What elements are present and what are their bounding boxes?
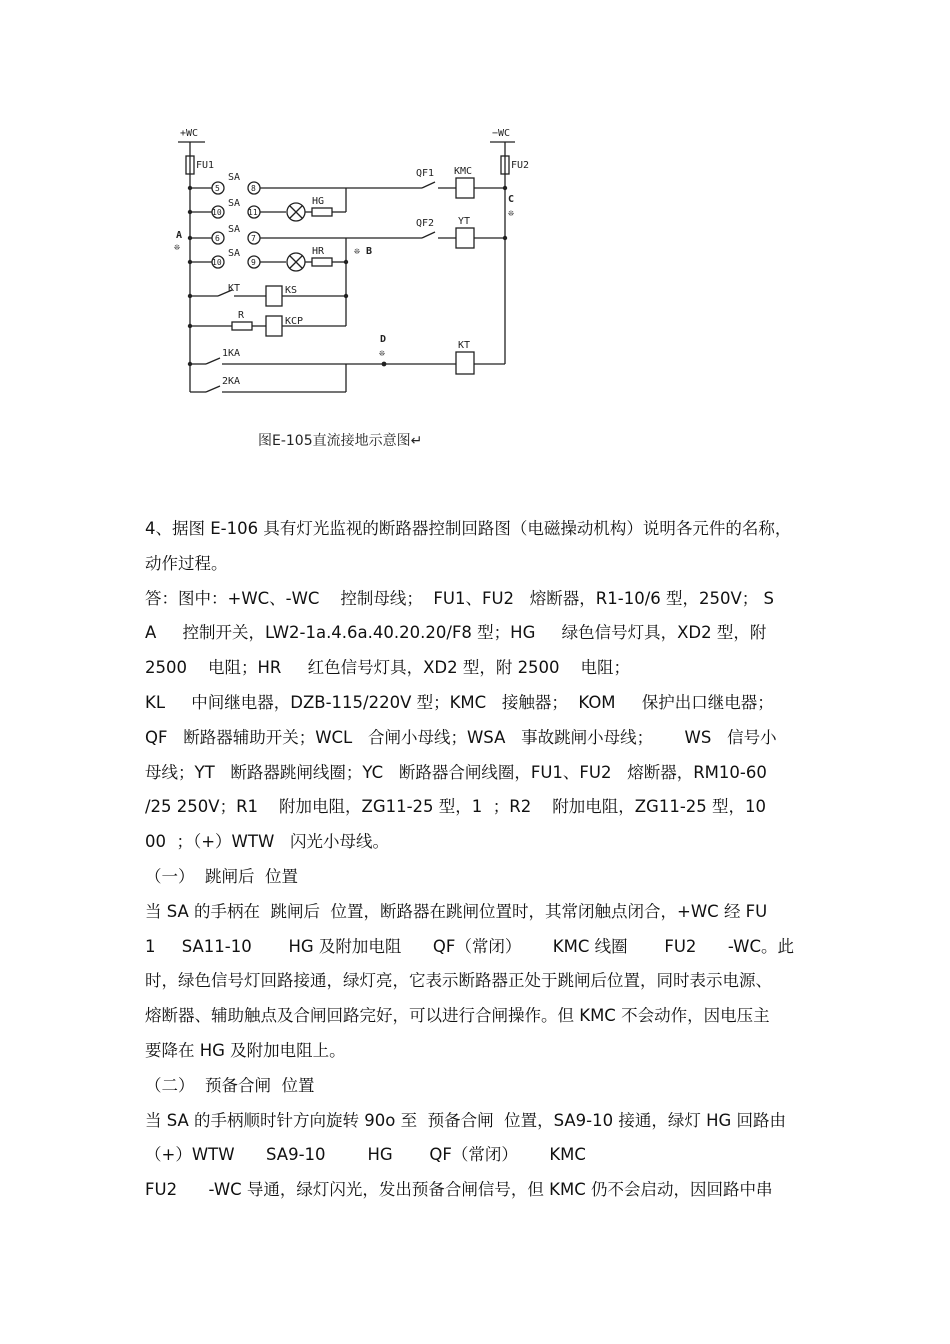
text-line: KL 中间继电器，DZB-115/220V 型；KMC 接触器； KOM 保护出口继电器； [145, 692, 774, 712]
sa-label: SA [228, 172, 241, 183]
ka1-label: 1KA [222, 348, 241, 359]
text-line: /25 250V；R1 附加电阻，ZG11-25 型，1 ；R2 附加电阻，ZG11-25 型，10 [145, 797, 767, 817]
text-line: QF 断路器辅助开关；WCL 合闸小母线；WSA 事故跳闸小母线； WS 信号小 [145, 727, 777, 747]
text-line: （+）WTW SA9-10 HG QF（常闭） KMC [145, 1145, 586, 1165]
ground-mark-c: ❊ [508, 208, 515, 219]
text-line: 答：图中：+WC、-WC 控制母线； FU1、FU2 熔断器，R1-10/6 型，250V； S [145, 588, 774, 608]
text-line: FU2 -WC 导通，绿灯闪光，发出预备合闸信号，但 KMC 仍不会启动，因回路中串 [145, 1180, 773, 1200]
neg-bus-label: −WC [492, 128, 511, 139]
ks-label: KS [285, 285, 298, 296]
text-line: A 控制开关，LW2-1a.4.6a.40.20.20/F8 型；HG 绿色信号灯具，XD2 型，附 [145, 623, 767, 643]
qf1-label: QF1 [416, 168, 435, 179]
contact-5: 5 [215, 184, 220, 193]
contact-7: 7 [251, 234, 256, 243]
ka2-label: 2KA [222, 376, 241, 387]
sa-label: SA [228, 248, 241, 259]
text-line: 当 SA 的手柄顺时针方向旋转 90o 至 预备合闸 位置，SA9-10 接通，绿灯 HG 回路由 [145, 1110, 787, 1130]
contact-8: 8 [251, 184, 256, 193]
yt-label: YT [458, 216, 471, 227]
contact-10b: 10 [212, 258, 222, 267]
figure-caption: 图E-105直流接地示意图↵ [258, 433, 423, 449]
ground-mark-b: ❊ [354, 246, 361, 257]
kmc-label: KMC [454, 166, 473, 177]
fu1-label: FU1 [196, 160, 215, 171]
sa-label: SA [228, 224, 241, 235]
text-line: 2500 电阻；HR 红色信号灯具，XD2 型，附 2500 电阻； [145, 658, 631, 678]
kt-contact-label: KT [228, 283, 241, 294]
text-line: 母线；YT 断路器跳闸线圈；YC 断路器合闸线圈，FU1、FU2 熔断器，RM10-60 [145, 762, 767, 782]
contact-10: 10 [212, 208, 222, 217]
text-line: 熔断器、辅助触点及合闸回路完好，可以进行合闸操作。但 KMC 不会动作，因电压主 [145, 1006, 770, 1026]
r-label: R [238, 310, 245, 321]
kt-coil-label: KT [458, 340, 471, 351]
text-line: 当 SA 的手柄在 跳闸后 位置，断路器在跳闸位置时，其常闭触点闭合，+WC 经 FU [145, 901, 768, 921]
circuit-diagram [160, 120, 540, 430]
contact-6: 6 [215, 234, 220, 243]
text-line: 动作过程。 [145, 553, 228, 573]
point-c-label: C [508, 194, 515, 205]
sa-label: SA [228, 198, 241, 209]
dc-grounding-schematic [160, 120, 540, 430]
hg-label: HG [312, 196, 325, 207]
text-line: 4、据图 E-106 具有灯光监视的断路器控制回路图（电磁操动机构）说明各元件的名称， [145, 519, 792, 538]
qf2-label: QF2 [416, 218, 435, 229]
hr-label: HR [312, 246, 325, 257]
ground-mark-a: ❊ [174, 242, 181, 253]
point-a-label: A [176, 230, 183, 241]
pos-bus-label: +WC [180, 128, 199, 139]
fu2-label: FU2 [511, 160, 530, 171]
body-text [145, 512, 817, 1208]
section-heading: （二） 预备合闸 位置 [145, 1075, 315, 1095]
point-d-label: D [380, 334, 387, 345]
point-b-label: B [366, 246, 373, 257]
section-heading: （一） 跳闸后 位置 [145, 866, 298, 886]
ground-mark-d: ❊ [379, 348, 386, 359]
text-line: 时，绿色信号灯回路接通，绿灯亮，它表示断路器正处于跳闸后位置，同时表示电源、 [145, 971, 772, 991]
contact-9: 9 [251, 258, 256, 267]
kcp-label: KCP [285, 316, 304, 327]
text-line: 00 ；（+）WTW 闪光小母线。 [145, 832, 390, 852]
text-line: 要降在 HG 及附加电阻上。 [145, 1040, 346, 1060]
text-line: 1 SA11-10 HG 及附加电阻 QF（常闭） KMC 线圈 FU2 -WC。此 [145, 936, 794, 956]
contact-11: 11 [248, 208, 258, 217]
